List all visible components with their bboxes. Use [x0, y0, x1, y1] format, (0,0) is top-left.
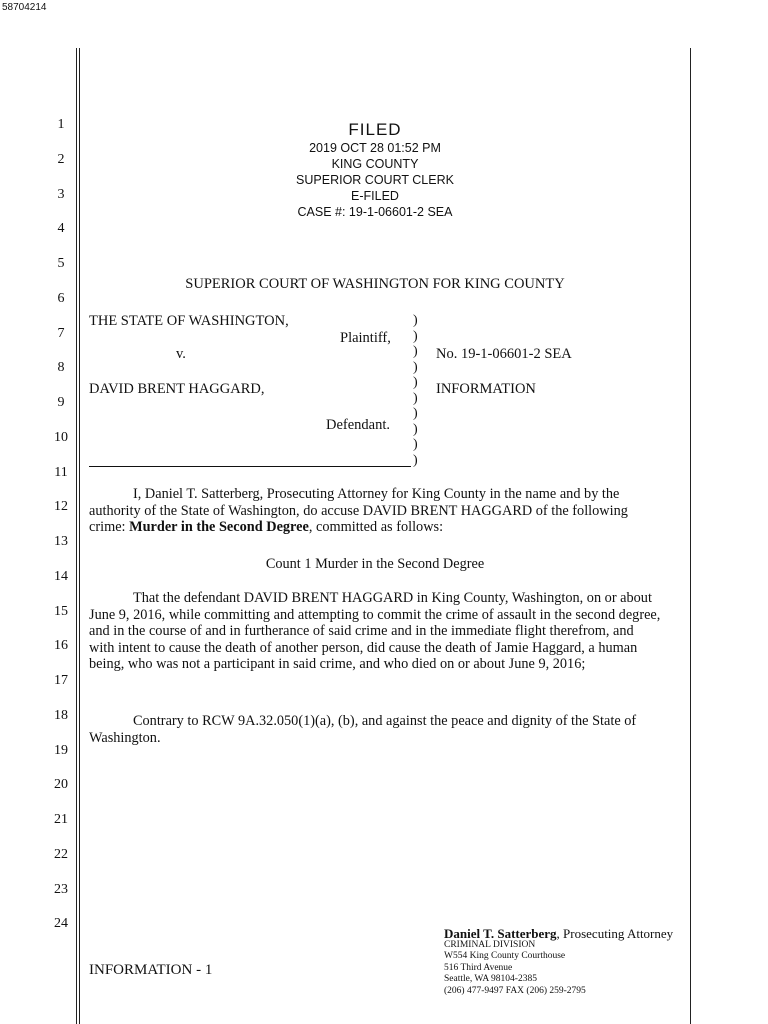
count-title: Count 1 Murder in the Second Degree	[265, 556, 485, 572]
address-line: Seattle, WA 98104-2385	[444, 974, 537, 984]
line-number: 11	[54, 465, 68, 480]
right-margin-line	[690, 48, 691, 1024]
caption-rule	[89, 466, 411, 467]
line-number: 24	[54, 916, 68, 931]
line-number: 8	[57, 360, 65, 375]
plaintiff-name: THE STATE OF WASHINGTON,	[89, 313, 289, 329]
stamp-line: 2019 OCT 28 01:52 PM	[309, 141, 441, 155]
phone-line: (206) 477-9497 FAX (206) 259-2795	[444, 985, 586, 996]
paren: )	[413, 313, 418, 328]
signature-name: Daniel T. Satterberg	[444, 926, 557, 941]
line-number: 6	[57, 291, 65, 306]
paren: )	[413, 406, 418, 421]
paren: )	[413, 390, 418, 406]
stamp-line: KING COUNTY	[331, 157, 419, 171]
line-number: 7	[57, 326, 65, 341]
stamp-title: FILED	[348, 120, 402, 139]
signature-line	[444, 928, 673, 940]
signature-title: , Prosecuting Attorney	[556, 926, 674, 941]
line-number: 2	[57, 152, 65, 167]
case-number: No. 19-1-06601-2 SEA	[436, 346, 572, 362]
paren: )	[413, 328, 418, 344]
division: CRIMINAL DIVISION	[444, 939, 536, 950]
address-line: W554 King County Courthouse	[444, 951, 566, 961]
paren: )	[413, 452, 418, 468]
paren: )	[413, 375, 418, 390]
versus: v.	[176, 346, 186, 362]
line-number: 9	[57, 395, 65, 410]
line-number: 12	[54, 499, 68, 514]
statute-paragraph: Contrary to RCW 9A.32.050(1)(a), (b), and against the peace and dignity of the State of Washington.	[89, 713, 637, 746]
line-number: 13	[54, 534, 68, 549]
page-label: INFORMATION - 1	[89, 962, 213, 978]
defendant-role: Defendant.	[326, 417, 391, 433]
line-number: 18	[54, 708, 68, 723]
paren: )	[413, 344, 418, 359]
document-type: INFORMATION	[436, 381, 536, 397]
left-margin-line	[76, 48, 77, 1024]
paren: )	[413, 437, 418, 452]
intro-text: I, Daniel T. Satterberg, Prosecuting Attorney for King County in the name and by the authority of the State of Washington, do accuse DAVID BRENT HAGGARD of the following crime:	[89, 486, 628, 535]
line-number: 10	[54, 430, 68, 445]
intro-end: , committed as follows:	[308, 519, 444, 535]
line-number: 21	[54, 812, 68, 827]
line-number: 16	[54, 638, 68, 653]
stamp-line: E-FILED	[351, 189, 399, 203]
court-heading: SUPERIOR COURT OF WASHINGTON FOR KING COUNTY	[185, 276, 565, 292]
line-number: 15	[54, 604, 68, 619]
line-number: 23	[54, 882, 68, 897]
line-number: 5	[57, 256, 65, 271]
line-number: 17	[54, 673, 68, 688]
document-id: 58704214	[2, 2, 47, 13]
left-margin-line-double	[79, 48, 80, 1024]
line-number: 20	[54, 777, 68, 792]
stamp-line: SUPERIOR COURT CLERK	[296, 173, 454, 187]
line-number: 4	[57, 221, 65, 236]
charge-name: Murder in the Second Degree	[129, 519, 309, 535]
paren: )	[413, 359, 418, 375]
intro-paragraph	[89, 486, 661, 536]
caption-parens	[413, 313, 418, 468]
address-line: 516 Third Avenue	[444, 962, 513, 973]
count-paragraph: That the defendant DAVID BRENT HAGGARD in King County, Washington, on or about June 9, 2016, while committing and attempting to commit the crime of assault in the second degree, and in the course of and in furtherance of said crime and in the immediate flight therefrom, and with intent to cause the death of another person, did cause the death of Jamie Haggard, a human being, who was not a participant in said crime, and who died on or about June 9, 2016;	[89, 590, 661, 672]
line-number: 19	[54, 743, 68, 758]
line-number: 1	[57, 117, 65, 132]
line-number: 22	[54, 847, 68, 862]
stamp-line: CASE #: 19-1-06601-2 SEA	[297, 205, 453, 219]
signature-block	[444, 928, 673, 997]
defendant-name: DAVID BRENT HAGGARD,	[89, 381, 265, 397]
line-number: 3	[57, 187, 65, 202]
line-number: 14	[54, 569, 68, 584]
paren: )	[413, 421, 418, 437]
plaintiff-role: Plaintiff,	[340, 330, 391, 346]
filing-stamp	[270, 120, 480, 220]
